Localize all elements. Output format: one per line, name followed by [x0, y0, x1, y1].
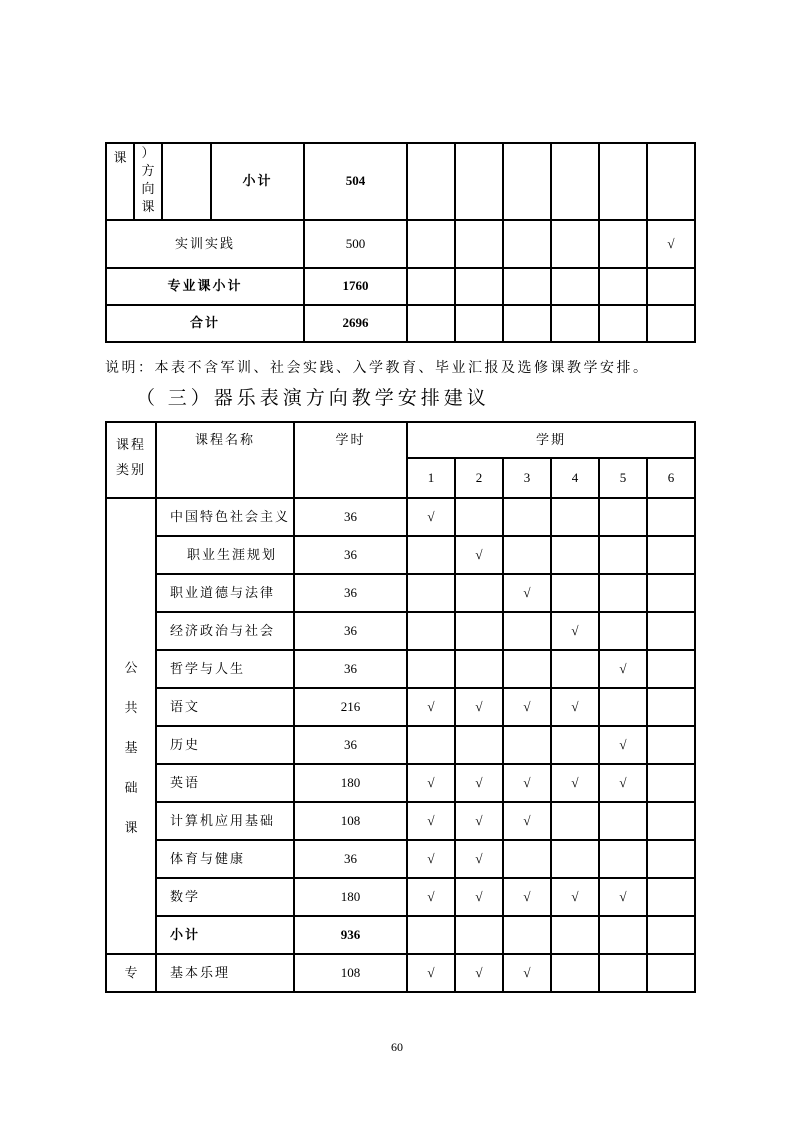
semester-check-cell [647, 726, 695, 764]
semester-check-cell [503, 726, 551, 764]
table-row [106, 143, 695, 220]
category-public-basic: 公 共 基 础 课 [106, 498, 156, 954]
course-name: 语文 [156, 688, 294, 726]
table-header-row [106, 422, 695, 458]
semester-check-cell [599, 220, 647, 268]
semester-check-cell [551, 954, 599, 992]
course-hours: 108 [294, 802, 407, 840]
schedule-table [105, 421, 696, 993]
table-row [106, 764, 695, 802]
semester-check-cell: √ [407, 878, 455, 916]
semester-check-cell: √ [503, 574, 551, 612]
course-hours: 180 [294, 764, 407, 802]
direction-course-tail-cell: ） 方 向 课 [134, 143, 162, 220]
semester-check-cell: √ [551, 878, 599, 916]
semester-check-cell [647, 574, 695, 612]
semester-check-cell [455, 726, 503, 764]
major-subtotal-label: 专业课小计 [106, 268, 304, 305]
semester-check-cell [407, 612, 455, 650]
semester-check-cell: √ [407, 764, 455, 802]
semester-check-cell [455, 220, 503, 268]
semester-check-cell [599, 498, 647, 536]
course-name: 职业生涯规划 [156, 536, 294, 574]
semester-check-cell [599, 954, 647, 992]
semester-check-cell: √ [599, 764, 647, 802]
semester-check-cell [503, 536, 551, 574]
semester-check-cell: √ [599, 878, 647, 916]
semester-check-cell [407, 650, 455, 688]
semester-check-cell [503, 305, 551, 342]
semester-check-cell [599, 840, 647, 878]
section-heading: （ 三）器乐表演方向教学安排建议 [136, 388, 490, 409]
semester-check-cell [503, 916, 551, 954]
semester-check-cell [551, 268, 599, 305]
table-row [106, 220, 695, 268]
semester-check-cell [407, 268, 455, 305]
course-hours: 180 [294, 878, 407, 916]
table-row [106, 726, 695, 764]
semester-check-cell [503, 650, 551, 688]
semester-check-cell [455, 650, 503, 688]
semester-check-cell [503, 143, 551, 220]
semester-check-cell [647, 268, 695, 305]
semester-check-cell [647, 612, 695, 650]
semester-check-cell [599, 802, 647, 840]
semester-check-cell [455, 612, 503, 650]
semester-check-cell [551, 143, 599, 220]
course-hours: 36 [294, 840, 407, 878]
semester-check-cell [647, 954, 695, 992]
semester-check-cell [599, 688, 647, 726]
semester-check-cell [599, 916, 647, 954]
table-row [106, 305, 695, 342]
course-name: 职业道德与法律 [156, 574, 294, 612]
table-row [106, 536, 695, 574]
course-name: 历史 [156, 726, 294, 764]
semester-check-cell [647, 536, 695, 574]
semester-check-cell [455, 268, 503, 305]
course-hours: 36 [294, 536, 407, 574]
header-semester-5: 5 [599, 458, 647, 498]
course-name: 体育与健康 [156, 840, 294, 878]
semester-check-cell [503, 220, 551, 268]
semester-check-cell [647, 688, 695, 726]
semester-check-cell [647, 802, 695, 840]
semester-check-cell [455, 916, 503, 954]
semester-check-cell [551, 220, 599, 268]
semester-check-cell [599, 268, 647, 305]
grand-total-hours: 2696 [304, 305, 407, 342]
semester-check-cell: √ [455, 764, 503, 802]
semester-check-cell: √ [407, 498, 455, 536]
semester-check-cell [599, 536, 647, 574]
table-row [106, 954, 695, 992]
semester-check-cell [551, 840, 599, 878]
semester-check-cell: √ [503, 802, 551, 840]
semester-check-cell [647, 764, 695, 802]
semester-check-cell: √ [407, 688, 455, 726]
semester-check-cell: √ [407, 840, 455, 878]
header-semester: 学期 [407, 422, 695, 458]
semester-check-cell: √ [455, 840, 503, 878]
course-hours: 36 [294, 726, 407, 764]
header-semester-1: 1 [407, 458, 455, 498]
semester-check-cell [647, 143, 695, 220]
subtotal-hours: 504 [304, 143, 407, 220]
semester-check-cell [599, 143, 647, 220]
semester-check-cell [503, 498, 551, 536]
semester-check-cell [407, 726, 455, 764]
table-row [106, 840, 695, 878]
semester-check-cell [407, 536, 455, 574]
category-tail-cell: 课 [106, 143, 134, 220]
semester-check-cell: √ [455, 536, 503, 574]
semester-check-cell [551, 916, 599, 954]
semester-check-cell [455, 305, 503, 342]
semester-check-cell [551, 574, 599, 612]
semester-check-cell: √ [503, 764, 551, 802]
semester-check-cell [551, 726, 599, 764]
semester-check-cell [407, 220, 455, 268]
table-row [106, 916, 695, 954]
semester-check-cell: √ [503, 688, 551, 726]
table-note: 说明：本表不含军训、社会实践、入学教育、毕业汇报及选修课教学安排。 [105, 361, 650, 376]
semester-check-cell [599, 305, 647, 342]
semester-check-cell: √ [455, 954, 503, 992]
semester-check-cell: √ [551, 688, 599, 726]
semester-check-cell [551, 802, 599, 840]
subtotal-hours: 936 [294, 916, 407, 954]
semester-check-cell: √ [407, 954, 455, 992]
header-semester-3: 3 [503, 458, 551, 498]
semester-check-cell [455, 498, 503, 536]
practice-hours: 500 [304, 220, 407, 268]
table-row [106, 688, 695, 726]
grand-total-label: 合计 [106, 305, 304, 342]
semester-check-cell [503, 840, 551, 878]
semester-check-cell [599, 612, 647, 650]
course-name: 数学 [156, 878, 294, 916]
semester-check-cell [551, 650, 599, 688]
table-row [106, 268, 695, 305]
header-semester-2: 2 [455, 458, 503, 498]
course-hours: 36 [294, 650, 407, 688]
semester-check-cell [407, 143, 455, 220]
semester-check-cell [407, 574, 455, 612]
semester-check-cell [647, 498, 695, 536]
page-number: 60 [391, 1040, 403, 1054]
semester-check-cell [551, 536, 599, 574]
semester-check-cell [599, 574, 647, 612]
header-semester-4: 4 [551, 458, 599, 498]
semester-check-cell [647, 840, 695, 878]
semester-check-cell: √ [503, 954, 551, 992]
semester-check-cell: √ [455, 878, 503, 916]
semester-check-cell [647, 650, 695, 688]
category-major-head: 专 [106, 954, 156, 992]
course-hours: 216 [294, 688, 407, 726]
semester-check-cell [551, 305, 599, 342]
course-hours: 36 [294, 498, 407, 536]
semester-check-cell [647, 305, 695, 342]
header-hours: 学时 [294, 422, 407, 498]
semester-check-cell: √ [503, 878, 551, 916]
table-row [106, 498, 695, 536]
semester-check-cell: √ [551, 764, 599, 802]
course-hours: 36 [294, 574, 407, 612]
upper-table [105, 142, 696, 343]
semester-check-cell [503, 268, 551, 305]
subtotal-label: 小计 [156, 916, 294, 954]
practice-label: 实训实践 [106, 220, 304, 268]
course-name: 基本乐理 [156, 954, 294, 992]
subtotal-label: 小计 [211, 143, 304, 220]
table-row [106, 650, 695, 688]
semester-check-cell [647, 878, 695, 916]
semester-check-cell [503, 612, 551, 650]
table-row [106, 574, 695, 612]
course-name: 经济政治与社会 [156, 612, 294, 650]
course-name: 哲学与人生 [156, 650, 294, 688]
table-row [106, 878, 695, 916]
empty-cell [162, 143, 211, 220]
semester-check-cell: √ [455, 688, 503, 726]
semester-check-cell: √ [647, 220, 695, 268]
semester-check-cell: √ [455, 802, 503, 840]
semester-check-cell: √ [551, 612, 599, 650]
table-row [106, 612, 695, 650]
semester-check-cell: √ [599, 726, 647, 764]
semester-check-cell [407, 916, 455, 954]
semester-check-cell [647, 916, 695, 954]
table-row [106, 802, 695, 840]
semester-check-cell: √ [407, 802, 455, 840]
major-subtotal-hours: 1760 [304, 268, 407, 305]
header-category: 课程 类别 [106, 422, 156, 498]
semester-check-cell [407, 305, 455, 342]
header-semester-6: 6 [647, 458, 695, 498]
course-hours: 36 [294, 612, 407, 650]
course-name: 计算机应用基础 [156, 802, 294, 840]
semester-check-cell [455, 143, 503, 220]
course-name: 英语 [156, 764, 294, 802]
header-course-name: 课程名称 [156, 422, 294, 498]
semester-check-cell [455, 574, 503, 612]
course-hours: 108 [294, 954, 407, 992]
course-name: 中国特色社会主义 [156, 498, 294, 536]
semester-check-cell: √ [599, 650, 647, 688]
semester-check-cell [551, 498, 599, 536]
